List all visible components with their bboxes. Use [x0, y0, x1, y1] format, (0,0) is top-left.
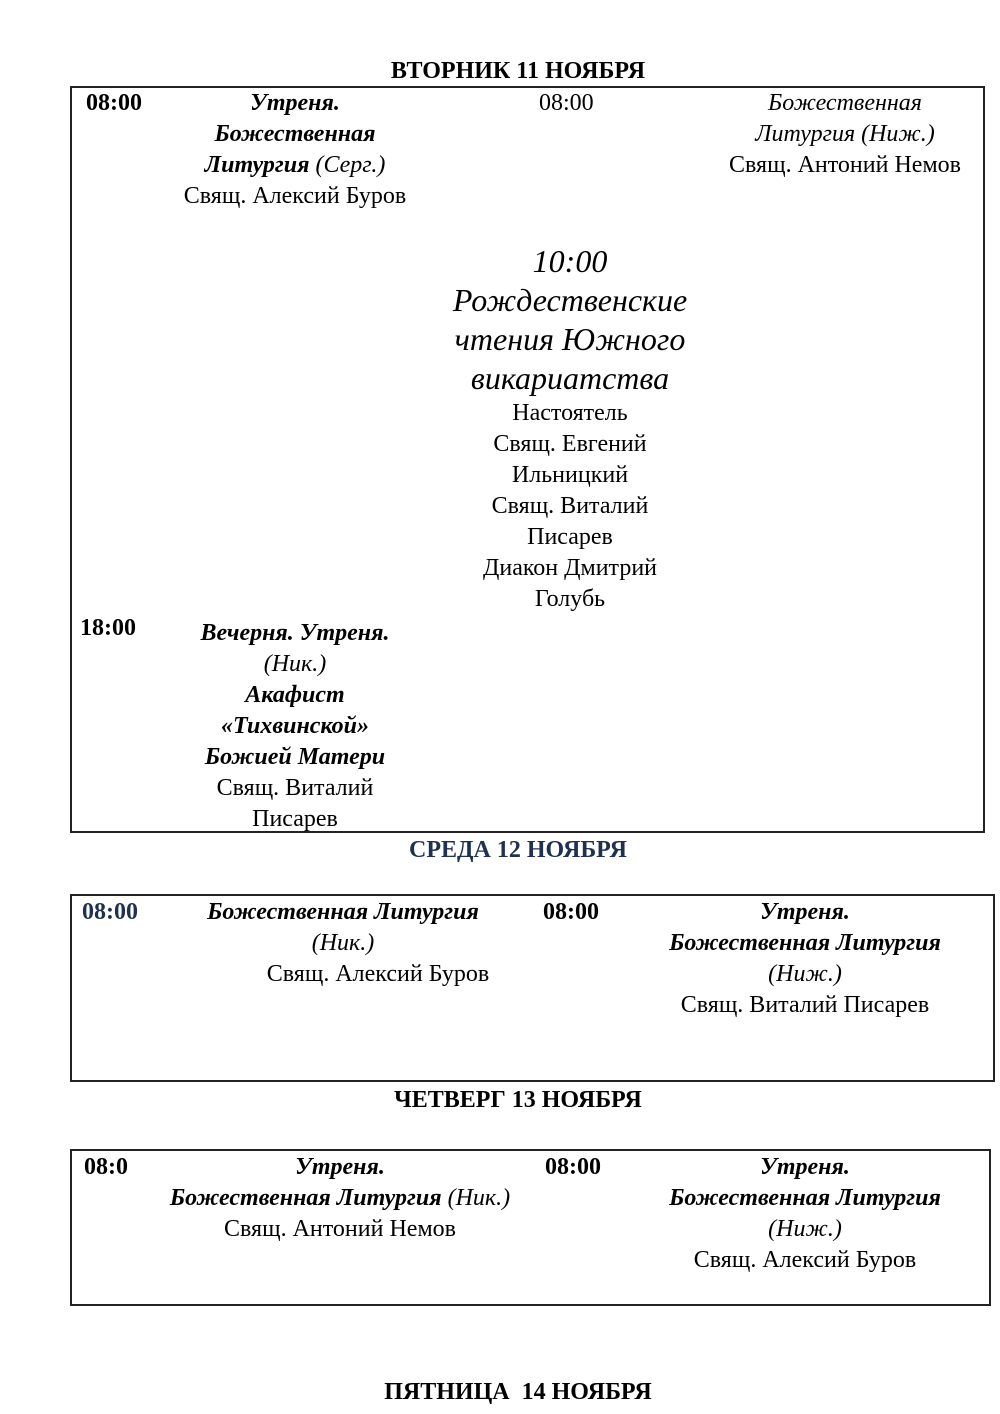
service-name: Вечерня. Утреня. — [200, 620, 390, 646]
service-block-readings — [420, 242, 720, 615]
service-clergy: Настоятель — [512, 400, 628, 426]
service-time: 08:00 — [539, 90, 594, 116]
service-location: (Серг.) — [315, 152, 386, 178]
service-name: Акафист — [245, 682, 345, 708]
service-time: 08:00 — [82, 899, 138, 925]
service-name: Утреня. — [760, 899, 850, 925]
service-block — [150, 618, 440, 835]
service-name: Литургия — [204, 152, 310, 178]
service-clergy: Свящ. Алексий Буров — [183, 183, 407, 209]
service-block — [700, 88, 990, 181]
service-location: (Ниж.) — [768, 961, 842, 987]
service-block — [640, 1152, 970, 1276]
service-name: Рождественские — [452, 282, 688, 318]
service-clergy: Писарев — [527, 524, 613, 550]
service-location: (Ниж.) — [768, 1216, 842, 1242]
service-name: Утреня. — [250, 90, 340, 116]
service-name: Литургия (Ниж.) — [755, 121, 935, 147]
service-clergy: Диакон Дмитрий — [482, 555, 658, 581]
service-block — [180, 897, 506, 990]
day-heading-thursday: ЧЕТВЕРГ 13 НОЯБРЯ — [394, 1087, 642, 1113]
service-time: 08:00 — [86, 90, 142, 116]
service-name: викариатства — [470, 360, 670, 396]
service-time: 08:00 — [545, 1154, 601, 1180]
service-name: Утреня. — [295, 1154, 385, 1180]
service-clergy: Свящ. Виталий Писарев — [680, 992, 930, 1018]
service-time: 08:0 — [84, 1154, 128, 1180]
service-location: (Ник.) — [311, 930, 375, 956]
service-location: (Ник.) — [263, 651, 327, 677]
service-clergy: Голубь — [534, 586, 606, 612]
service-block — [150, 88, 440, 212]
service-clergy: Свящ. Антоний Немов — [729, 152, 961, 178]
service-name: Утреня. — [760, 1154, 850, 1180]
service-location: (Ник.) — [447, 1185, 511, 1211]
service-name: «Тихвинской» — [220, 713, 370, 739]
service-clergy: Свящ. Евгений — [493, 431, 647, 457]
service-time: 18:00 — [80, 615, 136, 641]
service-clergy: Свящ. Виталий — [216, 775, 374, 801]
service-block — [140, 1152, 540, 1245]
service-name: Божественная Литургия — [669, 1185, 941, 1211]
service-name: Божией Матери — [204, 744, 386, 770]
service-time: 08:00 — [543, 899, 599, 925]
service-clergy: Свящ. Виталий — [491, 493, 649, 519]
service-clergy: Свящ. Алексий Буров — [693, 1247, 917, 1273]
service-clergy: Писарев — [252, 806, 338, 832]
service-name: Божественная — [768, 90, 922, 116]
service-clergy: Свящ. Алексий Буров — [266, 961, 490, 987]
service-name: Божественная Литургия — [169, 1185, 442, 1211]
service-name: Божественная Литургия — [669, 930, 941, 956]
service-name: Божественная — [214, 121, 376, 147]
service-name: Божественная Литургия — [207, 899, 479, 925]
day-heading-wednesday: СРЕДА 12 НОЯБРЯ — [409, 837, 627, 863]
service-clergy: Ильницкий — [511, 462, 629, 488]
service-block — [640, 897, 970, 1021]
service-clergy: Свящ. Антоний Немов — [224, 1216, 456, 1242]
service-name: чтения Южного — [454, 321, 686, 357]
day-heading-friday: ПЯТНИЦА 14 НОЯБРЯ — [384, 1379, 652, 1405]
day-heading-tuesday: ВТОРНИК 11 НОЯБРЯ — [390, 58, 646, 84]
service-time: 10:00 — [532, 243, 608, 279]
